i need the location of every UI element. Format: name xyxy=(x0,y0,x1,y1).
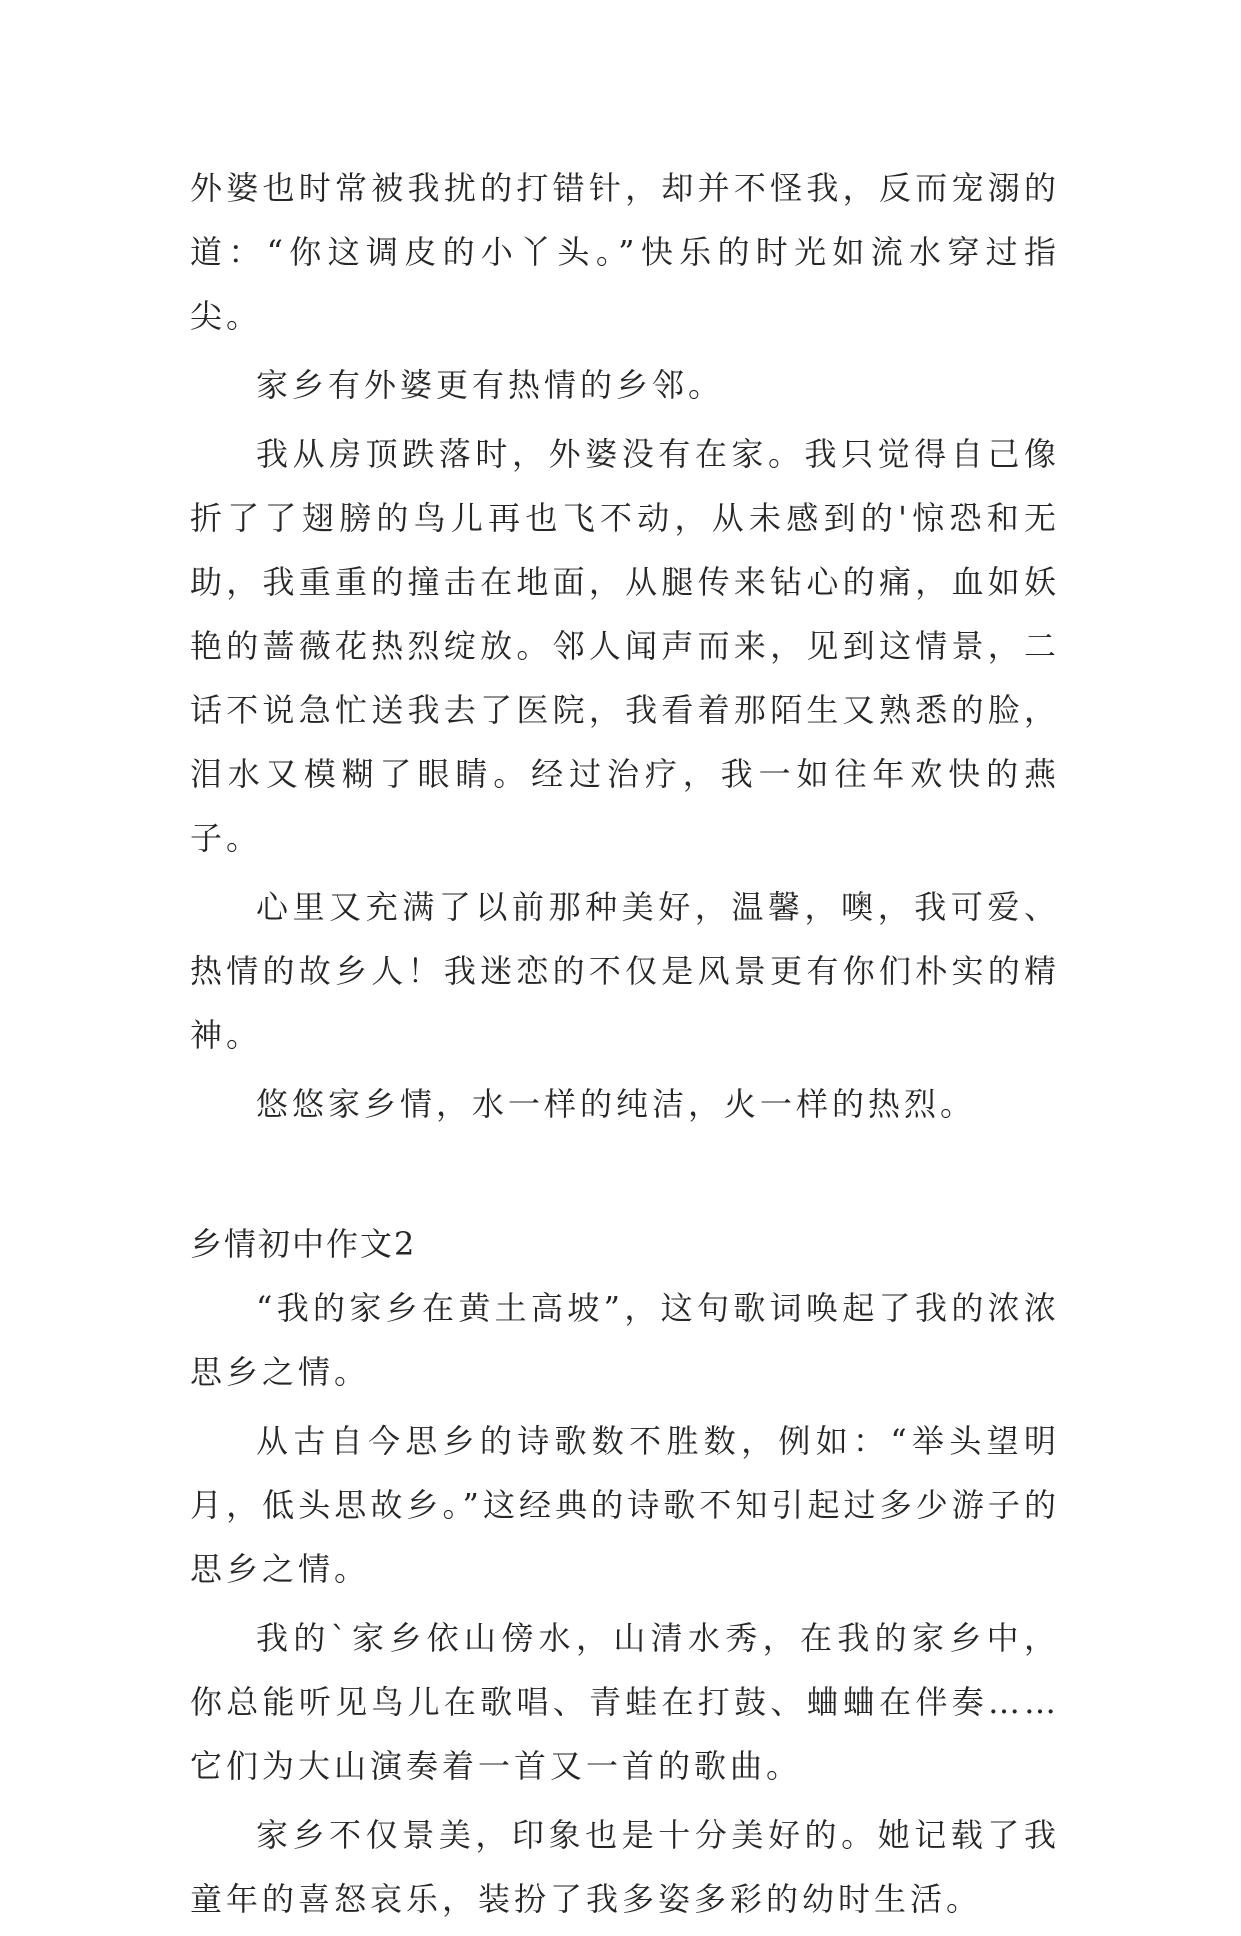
paragraph: 家乡不仅景美，印象也是十分美好的。她记载了我童年的喜怒哀乐，装扮了我多姿多彩的幼时生活。 xyxy=(190,1816,1060,1918)
paragraph: 从古自今思乡的诗歌数不胜数，例如：“举头望明月，低头思故乡。”这经典的诗歌不知引起过多少游子的思乡之情。 xyxy=(190,1422,1060,1588)
essay-title: 乡情初中作文2 xyxy=(190,1225,417,1263)
document-body xyxy=(190,156,1060,1936)
paragraph: 家乡有外婆更有热情的乡邻。 xyxy=(256,366,725,404)
paragraph: 我从房顶跌落时，外婆没有在家。我只觉得自己像折了了翅膀的鸟儿再也飞不动，从未感到的'惊恐和无助，我重重的撞击在地面，从腿传来钻心的痛，血如妖艳的蔷薇花热烈绽放。邻人闻声而来，见到这情景，二话不说急忙送我去了医院，我看着那陌生又熟悉的脸，泪水又模糊了眼睛。经过治疗，我一如往年欢快的燕子。 xyxy=(190,435,1060,857)
paragraph: 外婆也时常被我扰的打错针，却并不怪我，反而宠溺的道：“你这调皮的小丫头。”快乐的时光如流水穿过指尖。 xyxy=(190,169,1060,335)
paragraph: 我的`家乡依山傍水，山清水秀，在我的家乡中，你总能听见鸟儿在歌唱、青蛙在打鼓、蛐蛐在伴奏……它们为大山演奏着一首又一首的歌曲。 xyxy=(190,1619,1060,1785)
paragraph: 心里又充满了以前那种美好，温馨，噢，我可爱、热情的故乡人！我迷恋的不仅是风景更有你们朴实的精神。 xyxy=(190,888,1060,1054)
paragraph: “我的家乡在黄土高坡”，这句歌词唤起了我的浓浓思乡之情。 xyxy=(190,1289,1060,1391)
paragraph: 悠悠家乡情，水一样的纯洁，火一样的热烈。 xyxy=(256,1085,977,1123)
